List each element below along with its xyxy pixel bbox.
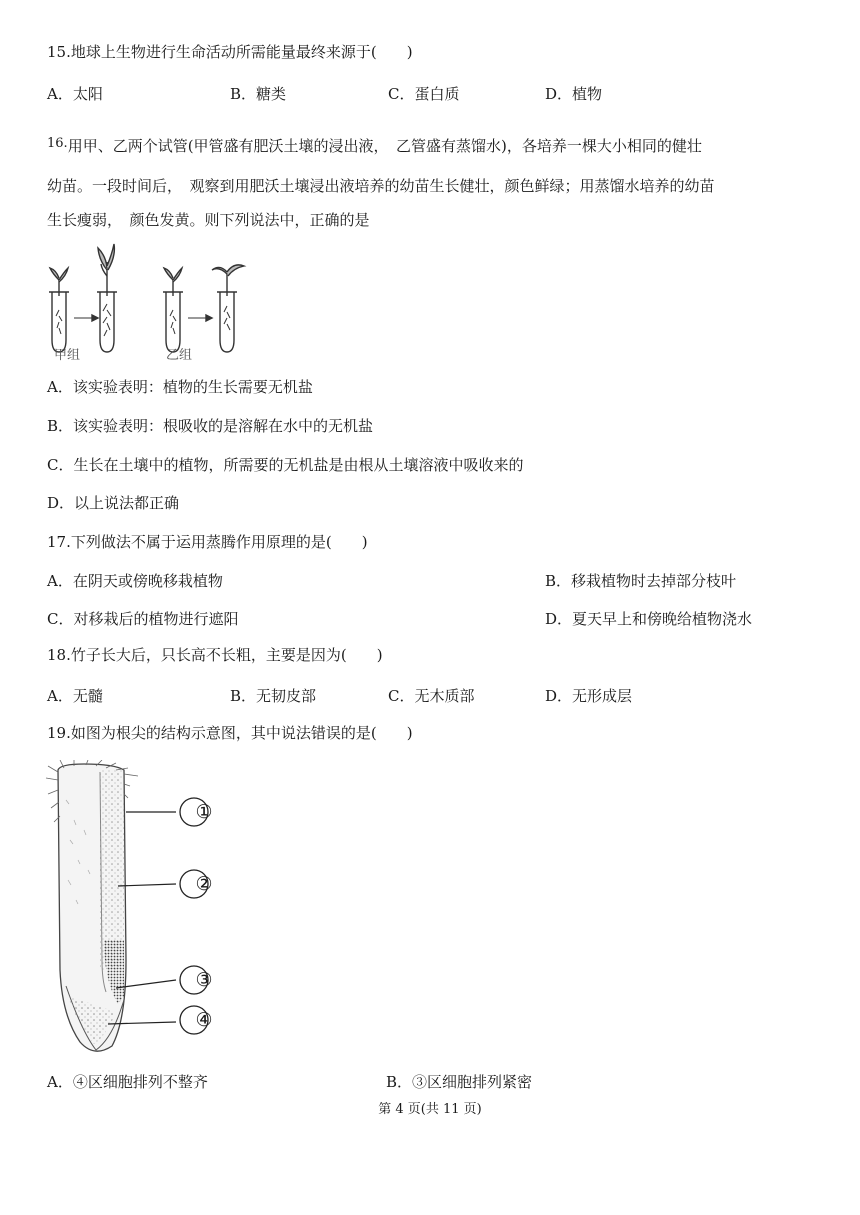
tube-jia-before xyxy=(49,268,69,352)
q16-option-d: D．以上说法都正确 xyxy=(47,494,180,512)
root-label-4: ④ xyxy=(195,1009,213,1031)
q16-option-a: A．该实验表明：植物的生长需要无机盐 xyxy=(47,378,313,396)
q16-number: 16. xyxy=(47,136,68,151)
tube-yi-after xyxy=(212,265,244,352)
q16-stem-line1: 16.用甲、乙两个试管(甲管盛有肥沃土壤的浸出液， 乙管盛有蒸馏水)，各培养一棵大小相同的健壮 xyxy=(47,136,702,155)
q15-stem: 15.地球上生物进行生命活动所需能量最终来源于( ) xyxy=(47,43,413,61)
q17-option-b: B．移栽植物时去掉部分枝叶 xyxy=(545,572,737,590)
q19-stem: 19.如图为根尖的结构示意图，其中说法错误的是( ) xyxy=(47,724,413,742)
q16-stem-line3: 生长瘦弱， 颜色发黄。则下列说法中，正确的是 xyxy=(47,211,370,229)
q18-option-c: C．无木质部 xyxy=(388,687,475,705)
q16-figure-label-b: 乙组 xyxy=(166,348,193,363)
tube-jia-after xyxy=(97,244,117,352)
q17-option-a: A．在阴天或傍晚移栽植物 xyxy=(47,572,223,590)
q15-option-a: A．太阳 xyxy=(47,85,103,103)
q18-option-a: A．无髓 xyxy=(47,687,103,705)
tube-yi-before xyxy=(163,268,183,352)
q17-option-c: C．对移栽后的植物进行遮阳 xyxy=(47,610,239,628)
q16-figure-label-a: 甲组 xyxy=(54,348,81,363)
q16-option-b: B．该实验表明：根吸收的是溶解在水中的无机盐 xyxy=(47,417,374,435)
q15-option-c: C．蛋白质 xyxy=(388,85,460,103)
page-footer: 第 4 页(共 11 页) xyxy=(378,1102,482,1117)
q17-option-d: D．夏天早上和傍晚给植物浇水 xyxy=(545,610,753,628)
root-label-1: ① xyxy=(195,801,213,823)
root-body xyxy=(46,760,138,1051)
root-label-3: ③ xyxy=(195,969,213,991)
q15-option-b: B．糖类 xyxy=(230,85,287,103)
q17-stem: 17.下列做法不属于运用蒸腾作用原理的是( ) xyxy=(47,533,368,551)
root-label-2: ② xyxy=(195,873,213,895)
q18-option-b: B．无韧皮部 xyxy=(230,687,317,705)
q15-option-d: D．植物 xyxy=(545,85,603,103)
q18-stem: 18.竹子长大后，只长高不长粗，主要是因为( ) xyxy=(47,646,383,664)
q19-option-a: A．④区细胞排列不整齐 xyxy=(47,1073,208,1091)
q18-option-d: D．无形成层 xyxy=(545,687,633,705)
q16-option-c: C．生长在土壤中的植物，所需要的无机盐是由根从土壤溶液中吸收来的 xyxy=(47,456,524,474)
q19-option-b: B．③区细胞排列紧密 xyxy=(386,1073,533,1091)
q16-stem-line2: 幼苗。一段时间后， 观察到用肥沃土壤浸出液培养的幼苗生长健壮，颜色鲜绿；用蒸馏水培养的幼苗 xyxy=(47,177,715,195)
